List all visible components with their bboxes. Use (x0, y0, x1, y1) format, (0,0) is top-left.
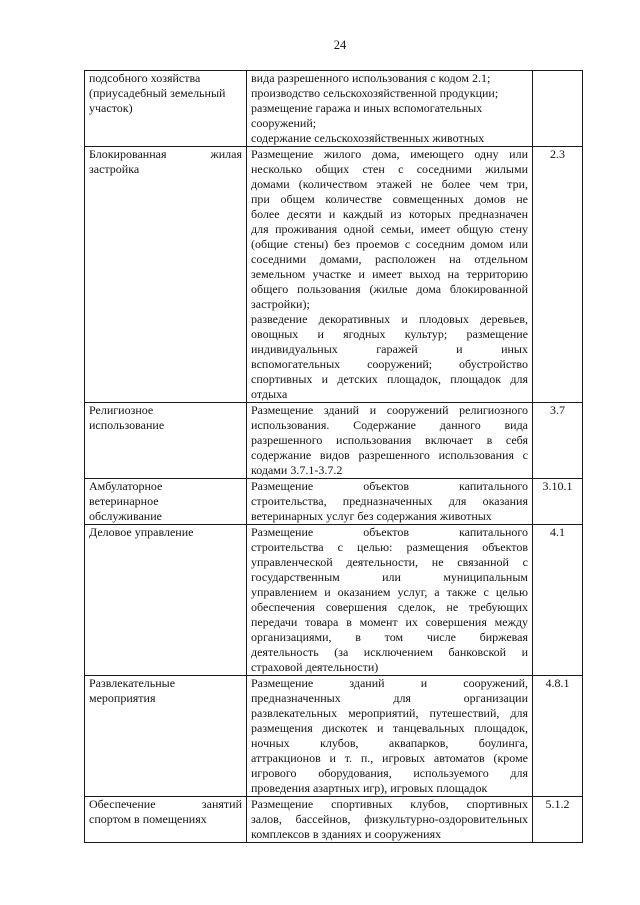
land-use-description-cell (247, 797, 533, 843)
desc-line: управлением и оказанием услуг, а также с целью (251, 585, 528, 599)
name-line: спортом в помещениях (89, 812, 207, 826)
land-use-description-cell (247, 71, 533, 147)
desc-line: разрешенного использования включает в себя (251, 433, 528, 447)
desc-line: залов, бассейнов, физкультурно-оздоровительных (251, 812, 528, 826)
land-use-name-cell (85, 71, 247, 147)
land-use-code-cell: 3.10.1 (533, 479, 583, 525)
desc-line: Размещение зданий и сооружений религиозного (251, 403, 528, 417)
desc-line: разведение декоративных и плодовых деревьев, (251, 312, 528, 326)
desc-line: управленческой деятельности, не связанной с (251, 555, 528, 569)
land-use-code-cell (533, 71, 583, 147)
desc-line: комплексов в зданиях и сооружениях (251, 827, 442, 841)
land-use-code-cell: 3.7 (533, 403, 583, 479)
land-use-table (84, 70, 583, 843)
desc-line: овощных и ягодных культур; размещение (251, 327, 528, 341)
desc-line: отдыха (251, 387, 288, 401)
desc-line: более десяти и каждый из которых предназначен (251, 207, 528, 221)
desc-line: передачи товара в момент их совершения между (251, 615, 528, 629)
desc-line: для проживания одной семьи, имеет общую стену (251, 222, 528, 236)
land-use-code-cell: 4.8.1 (533, 676, 583, 797)
desc-line: государственным или муниципальным (251, 570, 528, 584)
name-line: застройка (89, 162, 140, 176)
desc-line: вспомогательных сооружений; обустройство (251, 357, 528, 371)
desc-line: обеспечения совершения сделок, не требующих (251, 600, 528, 614)
desc-line: при общем количестве совмещенных домов не (251, 192, 528, 206)
desc-line: страховой деятельности) (251, 660, 379, 674)
table-row (85, 797, 583, 843)
table-row (85, 147, 583, 403)
desc-line: индивидуальных гаражей и иных (251, 342, 528, 356)
desc-line: спортивных и детских площадок, площадок для (251, 372, 528, 386)
land-use-code-cell: 4.1 (533, 525, 583, 676)
desc-line: кодами 3.7.1-3.7.2 (251, 463, 343, 477)
table-row (85, 403, 583, 479)
land-use-description-cell (247, 479, 533, 525)
land-use-description-cell (247, 403, 533, 479)
desc-line: (общие стены) без проемов с соседним домом или (251, 237, 528, 251)
desc-line: Размещение объектов капитального (251, 525, 528, 539)
desc-line: сооружений; (251, 116, 317, 130)
desc-line: Размещение жилого дома, имеющего одну или (251, 147, 528, 161)
desc-line: застройки); (251, 297, 310, 311)
desc-line: использования. Содержание данного вида (251, 418, 528, 432)
name-line: Обеспечение занятий (89, 797, 242, 811)
name-line: Религиозное (89, 403, 154, 417)
table-row (85, 525, 583, 676)
desc-line: ночных клубов, аквапарков, боулинга, (251, 736, 528, 750)
name-line: обслуживание (89, 509, 162, 523)
land-use-name-cell (85, 525, 247, 676)
desc-line: предназначенных для организации (251, 691, 528, 705)
desc-line: общего пользования (жилые дома блокированной (251, 282, 528, 296)
desc-line: размещения дискотек и танцевальных площадок, (251, 721, 528, 735)
name-line: участок) (89, 101, 133, 115)
desc-line: строительства с целью: размещения объектов (251, 540, 528, 554)
land-use-name-cell (85, 676, 247, 797)
name-line: Развлекательные (89, 676, 176, 690)
land-use-code-cell: 5.1.2 (533, 797, 583, 843)
land-use-name-cell (85, 479, 247, 525)
land-use-description-cell (247, 525, 533, 676)
desc-line: ветеринарных услуг без содержания животных (251, 509, 492, 523)
desc-line: земельном участке и имеет выход на территорию (251, 267, 528, 281)
name-line: подсобного хозяйства (89, 71, 201, 85)
name-line: ветеринарное (89, 494, 159, 508)
desc-line: вида разрешенного использования с кодом 2.1; (251, 71, 491, 85)
table-row (85, 479, 583, 525)
desc-line: строительства, предназначенных для оказания (251, 494, 528, 508)
name-line: использование (89, 418, 165, 432)
desc-line: игрового оборудования, используемого для (251, 766, 528, 780)
name-line: (приусадебный земельный (89, 86, 226, 100)
desc-line: организациями, в том числе биржевая (251, 630, 528, 644)
table-row (85, 71, 583, 147)
desc-line: размещение гаража и иных вспомогательных (251, 101, 483, 115)
name-line: мероприятия (89, 691, 156, 705)
desc-line: содержание сельскохозяйственных животных (251, 131, 485, 145)
land-use-description-cell (247, 147, 533, 403)
desc-line: развлекательных мероприятий, путешествий, для (251, 706, 528, 720)
name-line: Блокированная жилая (89, 147, 242, 161)
desc-line: соседними домами, расположен на отдельном (251, 252, 528, 266)
desc-line: аттракционов и т. п., игровых автоматов (кроме (251, 751, 528, 765)
land-use-description-cell (247, 676, 533, 797)
desc-line: производство сельскохозяйственной продукции; (251, 86, 499, 100)
desc-line: деятельность (за исключением банковской и (251, 645, 528, 659)
desc-line: несколько общих стен с соседними жилыми (251, 162, 528, 176)
land-use-code-cell: 2.3 (533, 147, 583, 403)
name-line: Деловое управление (89, 525, 194, 539)
page-number: 24 (333, 38, 347, 52)
land-use-name-cell (85, 403, 247, 479)
desc-line: Размещение спортивных клубов, спортивных (251, 797, 528, 811)
desc-line: Размещение объектов капитального (251, 479, 528, 493)
desc-line: Размещение зданий и сооружений, (251, 676, 528, 690)
land-use-name-cell (85, 797, 247, 843)
desc-line: домами (количеством этажей не более чем три, (251, 177, 528, 191)
desc-line: содержание видов разрешенного использования с (251, 448, 528, 462)
name-line: Амбулаторное (89, 479, 163, 493)
land-use-name-cell (85, 147, 247, 403)
desc-line: проведения азартных игр), игровых площадок (251, 781, 488, 795)
table-row (85, 676, 583, 797)
